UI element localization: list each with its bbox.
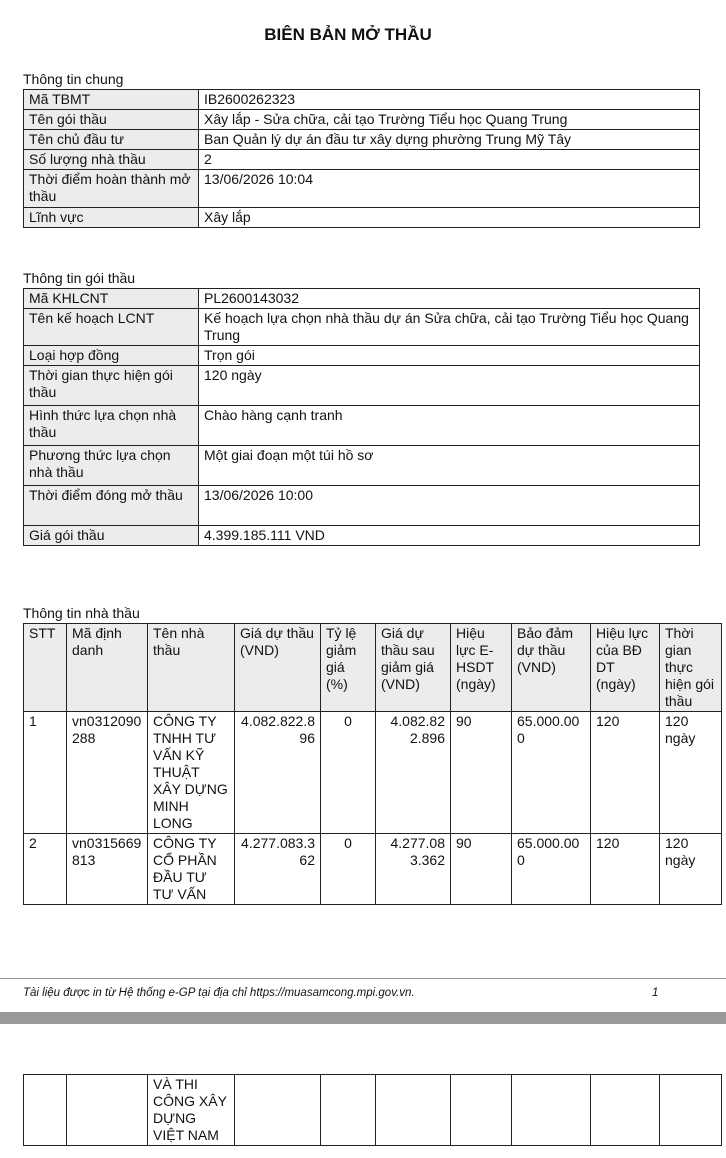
cell-guarantee-validity — [591, 1075, 660, 1146]
table-row — [24, 526, 700, 546]
row-key: Tên gói thầu — [24, 110, 199, 130]
column-header: Mã định danh — [67, 624, 148, 712]
row-value: 13/06/2026 10:00 — [199, 486, 700, 526]
cell-name: CÔNG TY CỔ PHẦN ĐẦU TƯ TƯ VẤN — [148, 834, 235, 905]
row-value: 4.399.185.111 VND — [199, 526, 700, 546]
cell-discount: 0 — [321, 712, 376, 834]
cell-discount: 0 — [321, 834, 376, 905]
row-key: Thời điểm đóng mở thầu — [24, 486, 199, 526]
table-row — [24, 406, 700, 446]
bidders-section-label: Thông tin nhà thầu — [23, 605, 140, 621]
cell-id: vn0315669813 — [67, 834, 148, 905]
cell-guarantee-validity: 120 — [591, 712, 660, 834]
general-info-table — [23, 89, 700, 228]
cell-validity: 90 — [451, 834, 512, 905]
row-value: 13/06/2026 10:04 — [199, 170, 700, 208]
cell-discount — [321, 1075, 376, 1146]
cell-guarantee: 65.000.000 — [512, 834, 591, 905]
row-value: Một giai đoạn một túi hồ sơ — [199, 446, 700, 486]
general-section-label: Thông tin chung — [23, 71, 124, 87]
row-key: Lĩnh vực — [24, 208, 199, 228]
cell-duration: 120 ngày — [660, 712, 722, 834]
column-header: Giá dự thầu (VND) — [235, 624, 321, 712]
cell-duration — [660, 1075, 722, 1146]
row-key: Thời gian thực hiện gói thầu — [24, 366, 199, 406]
package-section-label: Thông tin gói thầu — [23, 270, 136, 286]
row-value: Chào hàng cạnh tranh — [199, 406, 700, 446]
column-header: Tên nhà thầu — [148, 624, 235, 712]
cell-name: CÔNG TY TNHH TƯ VẤN KỸ THUẬT XÂY DỰNG MINH LONG — [148, 712, 235, 834]
column-header: Thời gian thực hiện gói thầu — [660, 624, 722, 712]
table-row — [24, 712, 722, 834]
row-key: Giá gói thầu — [24, 526, 199, 546]
table-header-row — [24, 624, 722, 712]
cell-id: vn0312090288 — [67, 712, 148, 834]
cell-bid-price: 4.082.822.896 — [235, 712, 321, 834]
row-key: Mã KHLCNT — [24, 289, 199, 309]
cell-guarantee-validity: 120 — [591, 834, 660, 905]
cell-price-after-discount: 4.277.083.362 — [376, 834, 451, 905]
table-row — [24, 110, 700, 130]
document-title: BIÊN BẢN MỞ THẦU — [264, 25, 432, 44]
row-value: IB2600262323 — [199, 90, 700, 110]
row-value: 120 ngày — [199, 366, 700, 406]
row-value: Xây lắp — [199, 208, 700, 228]
row-value: Kế hoạch lựa chọn nhà thầu dự án Sửa chữa, cải tạo Trường Tiểu học Quang Trung — [199, 309, 700, 346]
column-header: Tỷ lệ giảm giá (%) — [321, 624, 376, 712]
footer-divider — [0, 978, 726, 979]
column-header: Hiệu lực của BĐ DT (ngày) — [591, 624, 660, 712]
table-row — [24, 1075, 722, 1146]
row-value: Xây lắp - Sửa chữa, cải tạo Trường Tiểu học Quang Trung — [199, 110, 700, 130]
page-number: 1 — [652, 987, 659, 999]
table-row — [24, 289, 700, 309]
row-value: 2 — [199, 150, 700, 170]
table-row — [24, 446, 700, 486]
row-value: Ban Quản lý dự án đầu tư xây dựng phường Trung Mỹ Tây — [199, 130, 700, 150]
print-footer: Tài liệu được in từ Hệ thống e-GP tại địa chỉ https://muasamcong.mpi.gov.vn. — [23, 987, 415, 999]
table-row — [24, 309, 700, 346]
row-key: Tên kế hoạch LCNT — [24, 309, 199, 346]
cell-price-after-discount: 4.082.822.896 — [376, 712, 451, 834]
row-key: Số lượng nhà thầu — [24, 150, 199, 170]
column-header: Giá dự thầu sau giảm giá (VND) — [376, 624, 451, 712]
cell-bid-price: 4.277.083.362 — [235, 834, 321, 905]
row-key: Loại hợp đồng — [24, 346, 199, 366]
table-row — [24, 150, 700, 170]
cell-stt — [24, 1075, 67, 1146]
column-header: Hiệu lực E-HSDT (ngày) — [451, 624, 512, 712]
row-key: Hình thức lựa chọn nhà thầu — [24, 406, 199, 446]
cell-validity — [451, 1075, 512, 1146]
table-row — [24, 366, 700, 406]
cell-bid-price — [235, 1075, 321, 1146]
cell-stt: 2 — [24, 834, 67, 905]
row-key: Mã TBMT — [24, 90, 199, 110]
table-row — [24, 208, 700, 228]
cell-stt: 1 — [24, 712, 67, 834]
row-value: PL2600143032 — [199, 289, 700, 309]
table-row — [24, 130, 700, 150]
cell-price-after-discount — [376, 1075, 451, 1146]
cell-validity: 90 — [451, 712, 512, 834]
table-row — [24, 486, 700, 526]
cell-name: VÀ THI CÔNG XÂY DỰNG VIỆT NAM — [148, 1075, 235, 1146]
page-break — [0, 1012, 726, 1024]
column-header: Bảo đảm dự thầu (VND) — [512, 624, 591, 712]
cell-id — [67, 1075, 148, 1146]
table-row — [24, 346, 700, 366]
cell-guarantee — [512, 1075, 591, 1146]
cell-duration: 120 ngày — [660, 834, 722, 905]
column-header: STT — [24, 624, 67, 712]
row-value: Trọn gói — [199, 346, 700, 366]
row-key: Thời điểm hoàn thành mở thầu — [24, 170, 199, 208]
row-key: Phương thức lựa chọn nhà thầu — [24, 446, 199, 486]
table-row — [24, 90, 700, 110]
bidders-table-continuation — [23, 1074, 722, 1146]
table-row — [24, 170, 700, 208]
cell-guarantee: 65.000.000 — [512, 712, 591, 834]
table-row — [24, 834, 722, 905]
bidders-table — [23, 623, 722, 905]
package-info-table — [23, 288, 700, 546]
row-key: Tên chủ đầu tư — [24, 130, 199, 150]
